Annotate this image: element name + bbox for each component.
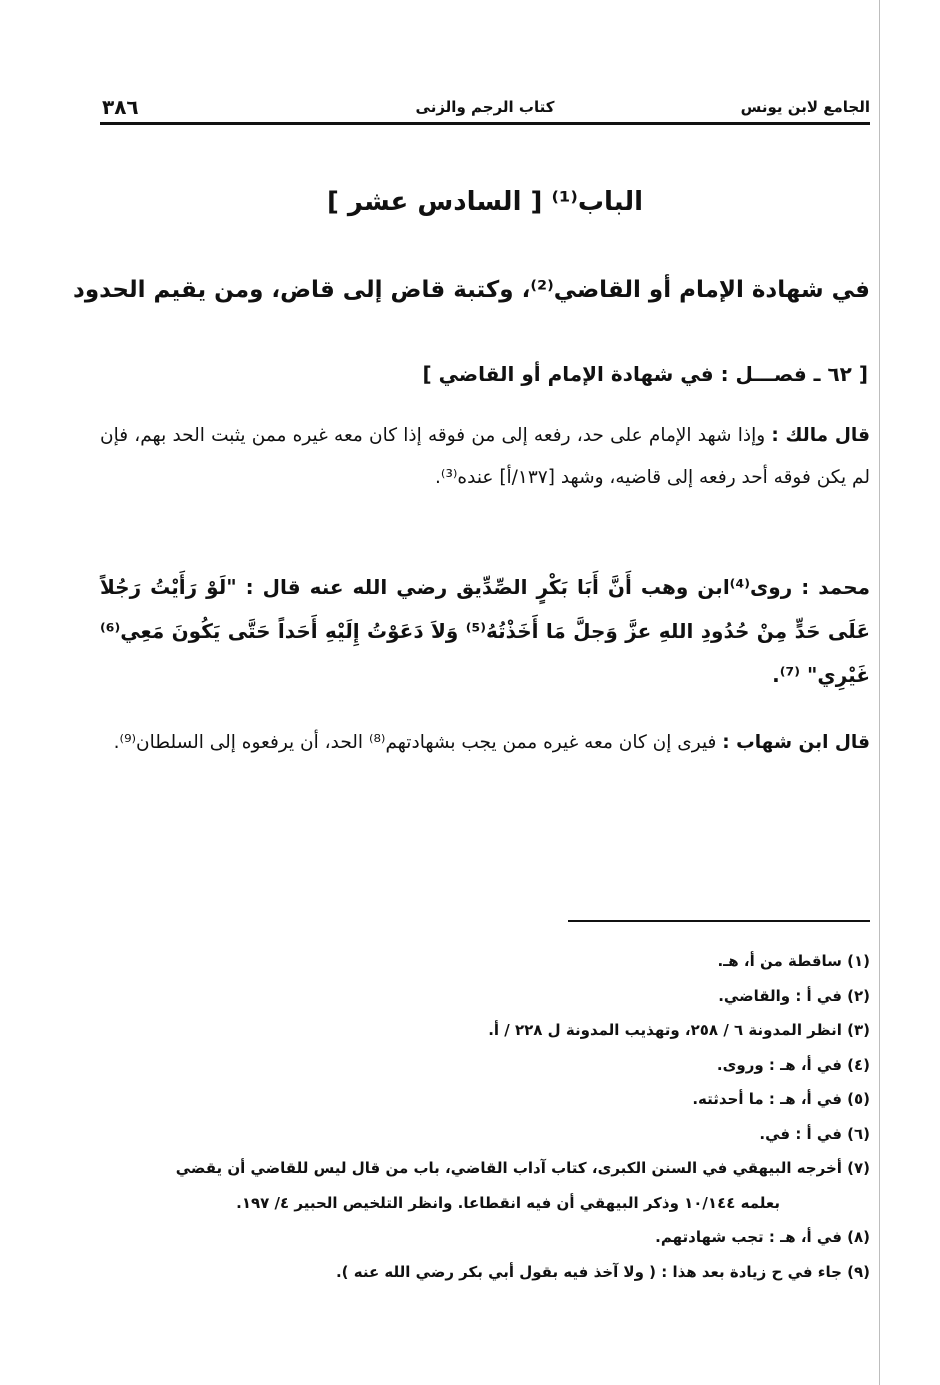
chapter-title: الباب⁽¹⁾ [ السادس عشر ] <box>326 187 644 217</box>
paragraph-lead: قال مالك : <box>771 425 870 446</box>
footnote-rule <box>568 920 870 922</box>
footnote: (٤) في أ، هـ : وروى. <box>716 1055 870 1074</box>
section-title: [ ٦٢ ـ فصـــل : في شهادة الإمام أو القاضي ] <box>422 362 868 386</box>
chapter-subtitle: في شهادة الإمام أو القاضي⁽²⁾، وكتبة قاض إلى قاض، ومن يقيم الحدود <box>73 277 870 303</box>
footnotes-list <box>100 944 870 1289</box>
section-header: كتاب الرجم والزنى <box>415 98 555 116</box>
paragraph-lead: محمد : <box>801 575 871 599</box>
paragraph-muhammad <box>100 565 870 697</box>
book-title: الجامع لابن يونس <box>740 98 870 116</box>
paragraph-text: وإذا شهد الإمام على حد، رفعه إلى من فوقه إذا كان معه غيره ممن يثبت الحد بهم، فإن لم يكن فوقه أحد رفعه إلى قاضيه، وشهد [١٣٧/أ] عنده⁽³⁾. <box>100 425 870 488</box>
footnote: (٨) في أ، هـ : تجب شهادتهم. <box>655 1228 870 1246</box>
footnote: (٣) انظر المدونة ٦ / ٢٥٨، وتهذيب المدونة ل ٢٢٨ / أ. <box>488 1021 870 1039</box>
header-rule <box>100 122 870 125</box>
paragraph-ibn-shihab <box>100 722 870 764</box>
footnote: (٥) في أ، هـ : ما أحدثته. <box>692 1090 870 1108</box>
paragraph-malik <box>100 415 870 499</box>
page-edge-line <box>879 0 880 1385</box>
paragraph-lead: قال ابن شهاب : <box>722 732 870 753</box>
footnote: (١) ساقطة من أ، هـ. <box>717 952 870 970</box>
running-header <box>100 96 870 122</box>
footnote: (٦) في أ : في. <box>759 1124 870 1143</box>
footnote-continuation: بعلمه ١٠/١٤٤ وذكر البيهقي أن فيه انقطاعا. وانظر التلخيص الحبير ٤/ ١٩٧. <box>236 1193 780 1212</box>
footnote: (٢) في أ : والقاضي. <box>718 986 870 1005</box>
footnote: (٧) أخرجه البيهقي في السنن الكبرى، كتاب آداب القاضي، باب من قال ليس للقاضي أن يقضي <box>175 1159 870 1177</box>
paragraph-text: فيرى إن كان معه غيره ممن يجب بشهادتهم⁽⁸⁾ الحد، أن يرفعوه إلى السلطان⁽⁹⁾. <box>113 732 723 753</box>
paragraph-text: روى⁽⁴⁾ابن وهب أَنَّ أَبَا بَكْرٍ الصِّدِّيق رضي الله عنه قال : "لَوْ رَأَيْتُ رَجُلاً عَلَى حَدٍّ مِنْ حُدُودِ اللهِ عزَّ وَجلَّ مَا أَخَذْتُهُ⁽⁵⁾ وَلاَ دَعَوْتُ إِلَيْهِ أَحَداً حَتَّى يَكُونَ مَعِي⁽⁶⁾ غَيْرِي" ⁽⁷⁾. <box>100 575 870 687</box>
page-number: ٣٨٦ <box>102 95 139 119</box>
footnote: (٩) جاء في ح زيادة بعد هذا : ( ولا آخذ فيه بقول أبي بكر رضي الله عنه ). <box>335 1262 870 1281</box>
